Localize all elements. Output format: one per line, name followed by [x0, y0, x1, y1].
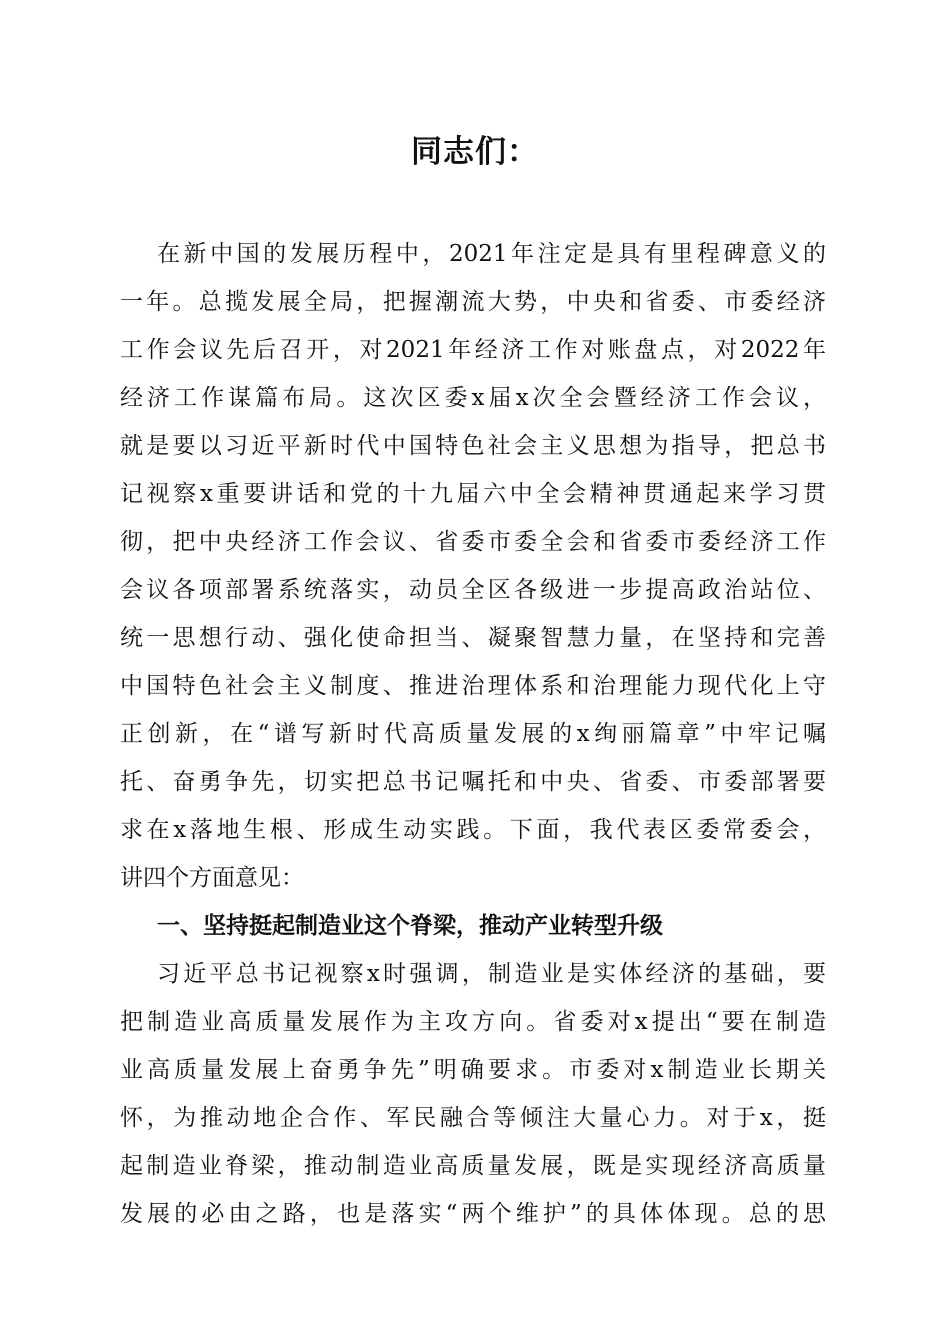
text-line: 一年。总揽发展全局，把握潮流大势，中央和省委、市委经济: [120, 289, 826, 315]
text-line: 工作会议先后召开，对2021年经济工作对账盘点，对2022年: [120, 337, 826, 363]
document-body: [120, 230, 826, 1238]
text-line: 记视察x重要讲话和党的十九届六中全会精神贯通起来学习贯: [120, 481, 826, 507]
text-line: 托、奋勇争先，切实把总书记嘱托和中央、省委、市委部署要: [120, 769, 826, 795]
text-line: 习近平总书记视察x时强调，制造业是实体经济的基础，要: [157, 961, 826, 987]
text-line: 经济工作谋篇布局。这次区委x届x次全会暨经济工作会议，: [120, 385, 826, 411]
text-line: 彻，把中央经济工作会议、省委市委全会和省委市委经济工作: [120, 529, 826, 555]
text-line: 会议各项部署系统落实，动员全区各级进一步提高政治站位、: [120, 577, 826, 603]
text-line: 起制造业脊梁，推动制造业高质量发展，既是实现经济高质量: [120, 1153, 826, 1179]
text-line: 在新中国的发展历程中，2021年注定是具有里程碑意义的: [157, 241, 826, 267]
text-line: 发展的必由之路，也是落实“两个维护”的具体体现。总的思: [120, 1201, 826, 1227]
text-line: 统一思想行动、强化使命担当、凝聚智慧力量，在坚持和完善: [120, 625, 826, 651]
paragraph-2: [120, 950, 826, 1238]
text-line: 求在x落地生根、形成生动实践。下面，我代表区委常委会，: [120, 817, 826, 843]
text-line: 就是要以习近平新时代中国特色社会主义思想为指导，把总书: [120, 433, 826, 459]
section-heading: 一、坚持挺起制造业这个脊梁，推动产业转型升级: [157, 913, 663, 939]
document-title: 同志们：: [411, 134, 539, 170]
text-line: 正创新，在“谱写新时代高质量发展的x绚丽篇章”中牢记嘱: [120, 721, 826, 747]
text-line: 中国特色社会主义制度、推进治理体系和治理能力现代化上守: [120, 673, 826, 699]
paragraph-1: [120, 230, 826, 902]
text-line: 讲四个方面意见：: [120, 865, 304, 891]
text-line: 把制造业高质量发展作为主攻方向。省委对x提出“要在制造: [120, 1009, 826, 1035]
text-line: 怀，为推动地企合作、军民融合等倾注大量心力。对于x，挺: [120, 1105, 826, 1131]
text-line: 业高质量发展上奋勇争先”明确要求。市委对x制造业长期关: [120, 1057, 826, 1083]
